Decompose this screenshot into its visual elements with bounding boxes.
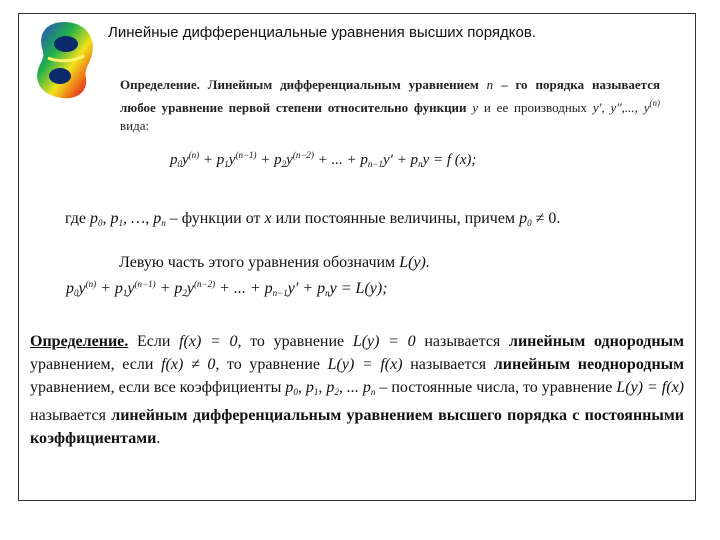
definition-text: – го порядка называется любое уравнение первой степени относительно функции — [120, 77, 661, 115]
definition-text-2: и ее производных — [483, 100, 588, 115]
definition-homogeneous: Определение. Если f(x) = 0, то уравнение L(y) = 0 называется линейным однородным уравнением, если f(x) ≠ 0, то уравнение L(y) = f(x) называется линейным неоднородным уравнением, если все коэффициенты $p_0$, $p_1$, $p_2$, ... $p_n$ – постоянные числа, то уравнение L(y) = f(x) называется линейным дифференциальным уравнением высшего порядка с постоянными коэффициентами. — [30, 333, 685, 447]
slide-title: Линейные дифференциальные уравнения высших порядков. — [108, 24, 536, 41]
torus-logo-icon — [28, 18, 100, 102]
definition-label-2: Определение. — [30, 333, 129, 350]
left-side-note: Левую часть этого уравнения обозначим L(y). — [119, 254, 430, 271]
definition-text-3: вида: — [120, 118, 150, 133]
definition-linear-equation — [120, 76, 660, 135]
term-homogeneous: линейным однородным — [508, 333, 684, 350]
var-n: n — [486, 77, 494, 92]
definition-label: Определение. — [120, 77, 200, 92]
coefficients-note: где $p_0$, $p_1$, …, $p_n$ – функции от x или постоянные величины, причем $p_0 \ne 0$. — [65, 210, 561, 228]
definition-term: Линейным дифференциальным уравнением — [207, 77, 479, 92]
equation-general: $p_0y^{(n)} + p_1y^{(n-1)} + p_2y^{(n-2)}$ + ... + $p_{n-1}y' + p_ny = f$ (x); — [170, 150, 477, 169]
derivatives: y′, y″,..., y — [592, 100, 650, 115]
term-constant-coefficients: линейным дифференциальным уравнением высшего порядка с постоянными коэффициентами — [30, 407, 685, 447]
var-y: y — [472, 100, 479, 115]
derivative-order: (n) — [649, 98, 661, 108]
equation-operator: $p_0y^{(n)} + p_1y^{(n-1)} + p_2y^{(n-2)}$ + ... + $p_{n-1}y' + p_ny = L(y)$; — [66, 279, 388, 298]
term-inhomogeneous: линейным неоднородным — [493, 356, 685, 373]
